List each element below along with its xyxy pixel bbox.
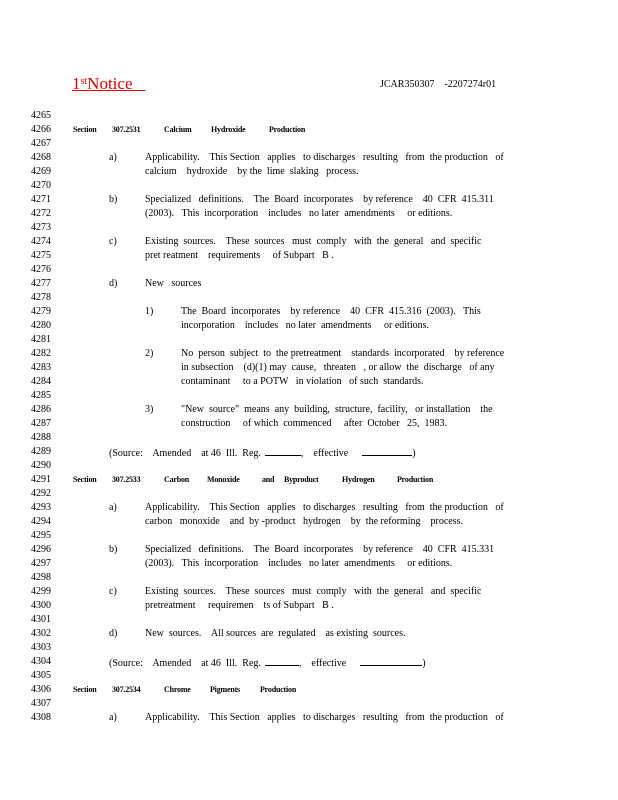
line-number: 4297 (31, 558, 51, 569)
line-number: 4285 (31, 390, 51, 401)
paragraph-text: (2003). This incorporation includes no later amendments or editions. (145, 208, 453, 219)
list-marker: b) (109, 194, 118, 205)
document-line (0, 557, 618, 571)
document-line (0, 473, 618, 487)
line-number: 4293 (31, 502, 51, 513)
list-marker: 3) (145, 404, 154, 415)
document-line (0, 431, 618, 445)
effective-label: effective (313, 448, 349, 459)
section-number: 307.2531 (112, 125, 141, 134)
document-line (0, 319, 618, 333)
paragraph-text: Existing sources. These sources must comply with the general and specific (145, 236, 482, 247)
document-line (0, 333, 618, 347)
line-number: 4298 (31, 572, 51, 583)
paragraph-text: pretreatment requiremen ts of Subpart B . (145, 600, 334, 611)
line-number: 4292 (31, 488, 51, 499)
paragraph-text: No person subject to the pretreatment standards incorporated by reference (181, 348, 505, 359)
comma: , (300, 448, 304, 459)
effective-date-blank (360, 655, 422, 666)
document-line (0, 389, 618, 403)
list-marker: c) (109, 236, 117, 247)
line-number: 4301 (31, 614, 51, 625)
document-line (0, 221, 618, 235)
paragraph-text: construction of which commenced after October 25, 1983. (181, 418, 448, 429)
line-number: 4307 (31, 698, 51, 709)
section-title-word: Production (269, 125, 306, 134)
document-line (0, 235, 618, 249)
line-number: 4284 (31, 376, 51, 387)
section-title-word: Production (397, 475, 434, 484)
line-number: 4304 (31, 656, 51, 667)
line-number: 4274 (31, 236, 51, 247)
close-paren: ) (422, 658, 426, 669)
section-title-word: Production (260, 685, 297, 694)
line-number: 4305 (31, 670, 51, 681)
section-title-word: Carbon (164, 475, 190, 484)
line-number: 4290 (31, 460, 51, 471)
document-line (0, 501, 618, 515)
document-line (0, 655, 618, 669)
paragraph-text: Applicability. This Section applies to discharges resulting from the production of (145, 712, 504, 723)
list-marker: 2) (145, 348, 154, 359)
line-number: 4291 (31, 474, 51, 485)
line-number: 4294 (31, 516, 51, 527)
paragraph-text: Specialized definitions. The Board incorporates by reference 40 CFR 415.311 (145, 194, 494, 205)
section-number: 307.2533 (112, 475, 141, 484)
effective-label: effective (311, 658, 347, 669)
register-number-blank (265, 655, 299, 666)
comma: , (298, 658, 302, 669)
line-number: 4271 (31, 194, 51, 205)
effective-date-blank (362, 445, 412, 456)
line-number: 4286 (31, 404, 51, 415)
line-number: 4283 (31, 362, 51, 373)
paragraph-text: (2003). This incorporation includes no later amendments or editions. (145, 558, 453, 569)
line-number: 4277 (31, 278, 51, 289)
section-word: Section (73, 125, 97, 134)
section-title-word: Byproduct (284, 475, 319, 484)
section-title-word: Monoxide (207, 475, 240, 484)
paragraph-text: The Board incorporates by reference 40 CFR 415.316 (2003). This (181, 306, 481, 317)
paragraph-text: incorporation includes no later amendments or editions. (181, 320, 429, 331)
document-line (0, 417, 618, 431)
document-line (0, 599, 618, 613)
list-marker: a) (109, 152, 117, 163)
line-number: 4275 (31, 250, 51, 261)
section-number: 307.2534 (112, 685, 141, 694)
line-number: 4296 (31, 544, 51, 555)
section-title-word: Pigments (210, 685, 240, 694)
line-number: 4270 (31, 180, 51, 191)
source-note-text: (Source: Amended at 46 Ill. Reg. (109, 448, 261, 459)
jcar-code: JCAR350307 -2207274r01 (380, 79, 497, 90)
document-line (0, 151, 618, 165)
section-title-word: Calcium (164, 125, 192, 134)
list-marker: d) (109, 628, 118, 639)
paragraph-text: calcium hydroxide by the lime slaking process. (145, 166, 359, 177)
paragraph-text: New sources. All sources are regulated as existing sources. (145, 628, 406, 639)
line-number: 4299 (31, 586, 51, 597)
document-line (0, 179, 618, 193)
document-line (0, 361, 618, 375)
document-line (0, 249, 618, 263)
document-line (0, 137, 618, 151)
paragraph-text: Existing sources. These sources must comply with the general and specific (145, 586, 482, 597)
paragraph-text: Specialized definitions. The Board incorporates by reference 40 CFR 415.331 (145, 544, 495, 555)
line-number: 4268 (31, 152, 51, 163)
document-line (0, 165, 618, 179)
document-line (0, 669, 618, 683)
line-number: 4287 (31, 418, 51, 429)
document-line (0, 347, 618, 361)
document-line (0, 585, 618, 599)
paragraph-text: pret reatment requirements of Subpart B . (145, 250, 334, 261)
line-number: 4266 (31, 124, 51, 135)
document-line (0, 305, 618, 319)
line-number: 4278 (31, 292, 51, 303)
document-line (0, 683, 618, 697)
line-number: 4308 (31, 712, 51, 723)
list-marker: 1) (145, 306, 154, 317)
document-line (0, 291, 618, 305)
notice-heading: 1stNotice (72, 74, 133, 93)
paragraph-text: in subsection (d)(1) may cause, threaten , or allow the discharge of any (181, 362, 495, 373)
paragraph-text: carbon monoxide and by -product hydrogen by the reforming process. (145, 516, 463, 527)
line-number: 4273 (31, 222, 51, 233)
line-number: 4279 (31, 306, 51, 317)
paragraph-text: Applicability. This Section applies to discharges resulting from the production of (145, 152, 504, 163)
line-number: 4295 (31, 530, 51, 541)
line-number: 4302 (31, 628, 51, 639)
section-title-word: Hydroxide (211, 125, 246, 134)
document-line (0, 613, 618, 627)
document-line (0, 123, 618, 137)
paragraph-text: Applicability. This Section applies to discharges resulting from the production of (145, 502, 504, 513)
document-line (0, 193, 618, 207)
section-title-word: Hydrogen (342, 475, 375, 484)
section-word: Section (73, 475, 97, 484)
line-number: 4303 (31, 642, 51, 653)
line-number: 4276 (31, 264, 51, 275)
line-number: 4306 (31, 684, 51, 695)
line-number: 4288 (31, 432, 51, 443)
document-line (0, 543, 618, 557)
list-marker: b) (109, 544, 118, 555)
document-line (0, 403, 618, 417)
list-marker: c) (109, 586, 117, 597)
line-number: 4300 (31, 600, 51, 611)
document-line (0, 711, 618, 725)
document-line (0, 515, 618, 529)
paragraph-text: New sources (145, 278, 202, 289)
line-number: 4269 (31, 166, 51, 177)
section-title-word: and (262, 475, 275, 484)
document-line (0, 207, 618, 221)
line-number: 4289 (31, 446, 51, 457)
document-line (0, 109, 618, 123)
document-line (0, 627, 618, 641)
line-number: 4265 (31, 110, 51, 121)
document-line (0, 641, 618, 655)
line-number: 4272 (31, 208, 51, 219)
close-paren: ) (412, 448, 416, 459)
list-marker: d) (109, 278, 118, 289)
line-number: 4267 (31, 138, 51, 149)
document-line (0, 697, 618, 711)
document-line (0, 487, 618, 501)
list-marker: a) (109, 502, 117, 513)
document-line (0, 277, 618, 291)
list-marker: a) (109, 712, 117, 723)
paragraph-text: "New source" means any building, structure, facility, or installation the (181, 404, 493, 415)
document-line (0, 263, 618, 277)
section-word: Section (73, 685, 97, 694)
section-title-word: Chrome (164, 685, 191, 694)
line-number: 4281 (31, 334, 51, 345)
document-line (0, 445, 618, 459)
document-line (0, 529, 618, 543)
register-number-blank (265, 445, 301, 456)
line-number: 4280 (31, 320, 51, 331)
document-line (0, 375, 618, 389)
paragraph-text: contaminant to a POTW in violation of such standards. (181, 376, 424, 387)
document-line (0, 571, 618, 585)
source-note-text: (Source: Amended at 46 Ill. Reg. (109, 658, 261, 669)
line-number: 4282 (31, 348, 51, 359)
document-line (0, 459, 618, 473)
